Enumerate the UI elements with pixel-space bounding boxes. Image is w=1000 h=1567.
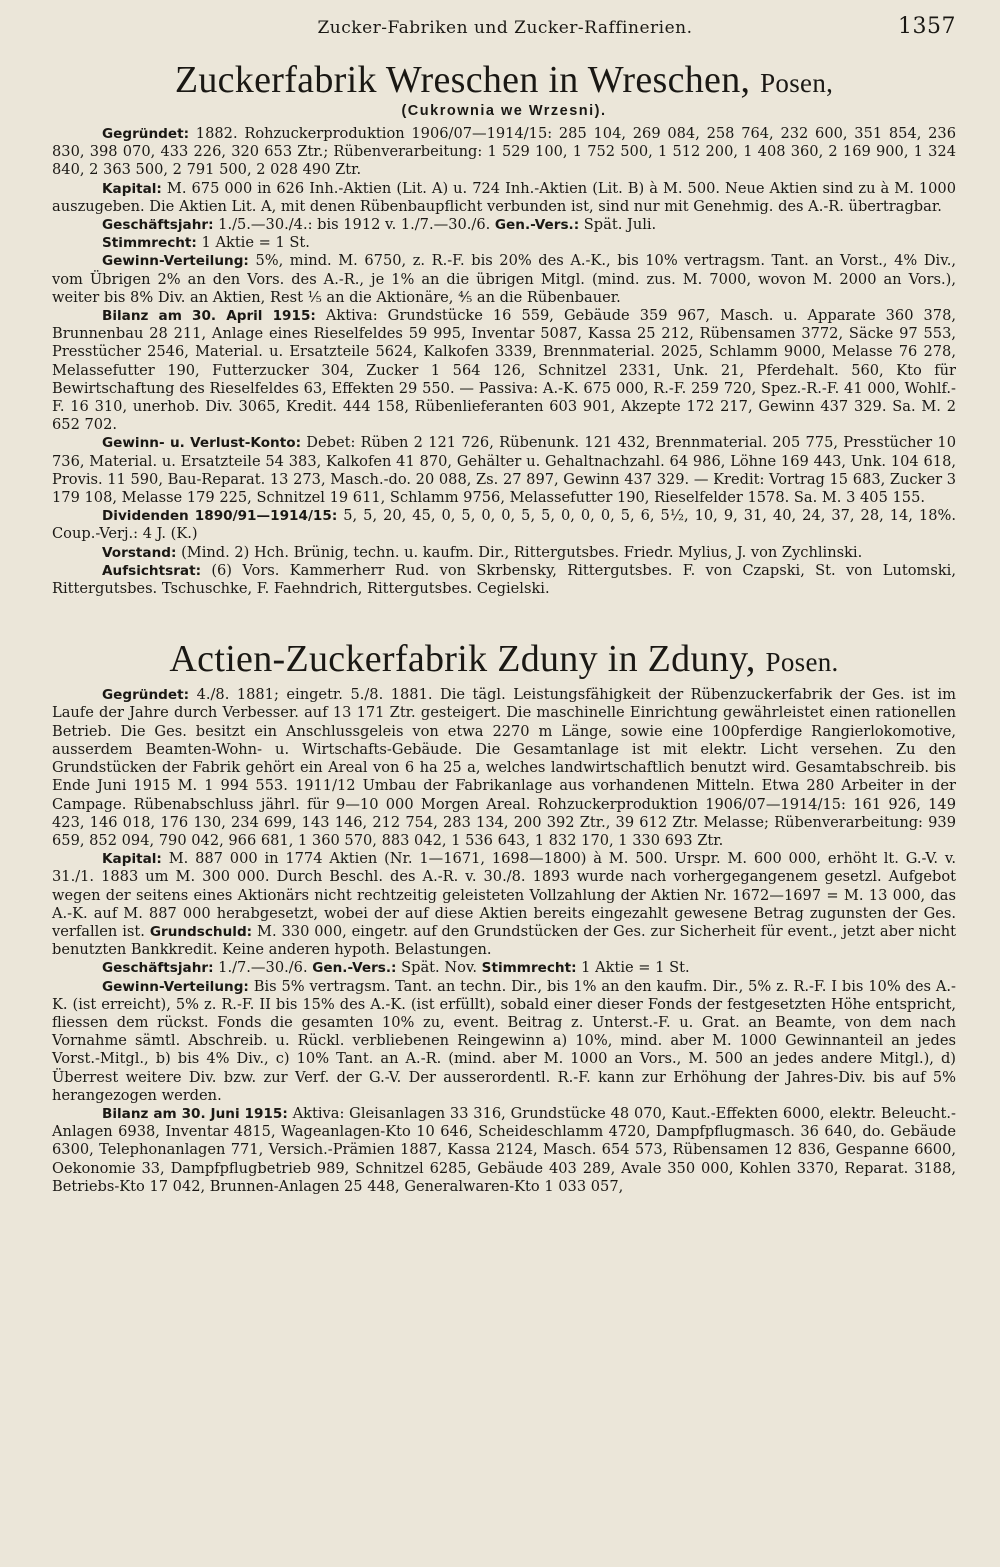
field-label: Gen.-Vers.: <box>312 960 397 977</box>
field-label: Gegründet: <box>102 687 190 704</box>
field-label: Geschäftsjahr: <box>102 217 214 234</box>
field-text: 1 Aktie = 1 St. <box>196 234 310 252</box>
field-text: M. 675 000 in 626 Inh.-Aktien (Lit. A) u. 724 Inh.-Aktien (Lit. B) à M. 500. Neue Aktien sind zu à M. 1000 auszugeben. Die Aktien Lit. A, mit denen Rübenbaupflicht verbunden ist, sind nur mit Genehmig. des A.-R. übertragbar. <box>52 179 956 215</box>
field-text: (Mind. 2) Hch. Brünig, techn. u. kaufm. Dir., Rittergutsbes. Friedr. Mylius, J. von Zychlinski. <box>176 543 863 561</box>
field-label: Aufsichtsrat: <box>102 562 201 579</box>
field-label: Gegründet: <box>102 126 190 142</box>
field-text: 1 Aktie = 1 St. <box>576 959 690 977</box>
entry-paragraph <box>52 686 956 850</box>
entry-paragraph <box>52 307 956 434</box>
entry-paragraph <box>52 234 956 252</box>
field-label: Vorstand: <box>102 544 177 561</box>
field-text: Aktiva: Grundstücke 16 559, Gebäude 359 967, Masch. u. Apparate 360 378, Brunnenbau 28 211, Anlage eines Rieselfeldes 59 995, Inventar 5087, Kassa 25 212, Rübensamen 3772, Säcke 97 553, Presstücher 2546, Material. u. Ersatzteile 5624, Kalkofen 3339, Brennmaterial. 2025, Schlamm 9000, Melasse 76 278, Melassefutter 190, Futterzucker 304, Zucker 1 564 126, Schnitzel 2331, Unk. 21, Pferdehalt. 560, Kto für Bewirtschaftung des Rieselfeldes 63, Effekten 29 550. — Passiva: A.-K. 675 000, R.-F. 259 720, Spez.-R.-F. 41 000, Wohlf.-F. 16 310, unerhob. Div. 3065, Kredit. 444 158, Rübenlieferanten 603 901, Akzepte 172 217, Gewinn 437 329. Sa. M. 2 652 702. <box>52 307 956 434</box>
company-title <box>52 61 956 99</box>
entry-paragraph <box>52 180 956 216</box>
entry-paragraph <box>52 216 956 234</box>
field-label: Kapital: <box>102 851 162 868</box>
entry-paragraph <box>52 125 956 180</box>
field-text: Debet: Rüben 2 121 726, Rübenunk. 121 432, Brennmaterial. 205 775, Presstücher 10 736, Material. u. Ersatzteile 54 383, Kalkofen 41 870, Gehälter u. Gehaltnachzahl. 64 986, Löhne 169 443, Unk. 104 618, Provis. 11 590, Bau-Reparat. 13 273, Masch.-do. 20 088, Zs. 27 897, Gewinn 437 329. — Kredit: Vortrag 15 683, Zucker 3 179 108, Melasse 179 225, Schnitzel 19 611, Schlamm 9756, Melassefutter 190, Rieselfelder 1578. Sa. M. 3 405 155. <box>52 434 956 507</box>
field-label: Gewinn-Verteilung: <box>102 253 249 270</box>
field-label: Stimmrecht: <box>481 960 577 977</box>
running-title: Zucker-Fabriken und Zucker-Raffinerien. <box>317 18 693 38</box>
entry-paragraph <box>52 959 956 977</box>
field-text: Bis 5% vertragsm. Tant. an techn. Dir., bis 1% an den kaufm. Dir., 5% z. R.-F. I bis 10% des A.-K. (ist erreicht), 5% z. R.-F. II bis 15% des A.-K. (ist erfüllt), sobald einer dieser Fonds der festgesetzten Höhe entspricht, fliessen dem rückst. Fonds die gesamten 10% zu, event. Beitrag z. Unterst.-F. u. Grat. an Beamte, von dem nach Vornahme sämtl. Abschreib. u. Rückl. verbliebenen Reingewinn a) 10%, mind. aber M. 1000 Gewinnanteil an jedes Vorst.-Mitgl., b) bis 4% Div., c) 10% Tant. an A.-R. (mind. aber M. 1000 an Vors., M. 500 an jedes andere Mitgl.), d) Überrest weitere Div. bzw. zur Verf. der G.-V. Der ausserordentl. R.-F. kann zur Erhöhung der Jahres-Div. bis auf 5% herangezogen werden. <box>52 977 956 1104</box>
field-text: M. 330 000, eingetr. auf den Grundstücken der Ges. zur Sicherheit für event., jetzt aber nicht benutzten Bankkredit. Keine anderen hypoth. Belastungen. <box>52 922 957 959</box>
field-text: 5%, mind. M. 6750, z. R.-F. bis 20% des A.-K., bis 10% vertragsm. Tant. an Vorst., 4% Div., vom Übrigen 2% an den Vors. des A.-R., je 1% an die übrigen Mitgl. (mind. zus. M. 7000, wovon M. 2000 an Vors.), weiter bis 8% Div. an Aktien, Rest ⅕ an die Aktionäre, ⅘ an die Rübenbauer. <box>52 252 956 306</box>
field-text: Spät. Nov. <box>396 959 478 977</box>
field-text: 1./5.—30./4.: bis 1912 v. 1./7.—30./6. <box>213 216 491 234</box>
entry-paragraph <box>52 507 956 543</box>
field-label: Stimmrecht: <box>102 235 197 252</box>
field-text: 1882. Rohzuckerproduktion 1906/07—1914/15: 285 104, 269 084, 258 764, 232 600, 351 854, 236 830, 398 070, 433 226, 320 653 Ztr.; Rübenverarbeitung: 1 529 100, 1 752 500, 1 512 200, 1 408 360, 2 169 900, 1 324 840, 2 363 500, 2 791 500, 2 028 490 Ztr. <box>52 125 956 179</box>
company-entry <box>52 640 956 1196</box>
field-label: Bilanz am 30. April 1915: <box>102 308 316 325</box>
field-label: Bilanz am 30. Juni 1915: <box>102 1105 288 1122</box>
field-text: Aktiva: Gleisanlagen 33 316, Grundstücke 48 070, Kaut.-Effekten 6000, elektr. Beleucht.-Anlagen 6938, Inventar 4815, Wageanlagen-Kto 10 646, Scheideschlamm 4720, Dampfpflugmasch. 36 640, do. Gebäude 6300, Telephonanlagen 771, Versich.-Prämien 1887, Kassa 2124, Masch. 654 573, Rübensamen 12 836, Gespanne 6600, Oekonomie 33, Dampfpflugbetrieb 989, Schnitzel 6285, Gebäude 403 289, Avale 350 000, Kohlen 3370, Reparat. 3188, Betriebs-Kto 17 042, Brunnen-Anlagen 25 448, Generalwaren-Kto 1 033 057, <box>52 1104 956 1195</box>
field-label: Kapital: <box>102 180 162 197</box>
page-number: 1357 <box>898 14 956 39</box>
field-text: Spät. Juli. <box>579 216 657 234</box>
company-region: Posen. <box>765 647 839 678</box>
field-text: 1./7.—30./6. <box>213 959 308 977</box>
running-header <box>52 14 956 39</box>
entry-paragraph <box>52 978 956 1105</box>
field-label: Gewinn- u. Verlust-Konto: <box>102 435 302 452</box>
company-region: Posen, <box>760 68 834 98</box>
entry-paragraph <box>52 544 956 562</box>
company-subtitle: (Cukrownia we Wrzesni). <box>401 103 607 119</box>
entry-separator <box>52 598 956 618</box>
entry-paragraph <box>52 562 956 598</box>
entry-paragraph <box>52 850 956 959</box>
field-label: Geschäftsjahr: <box>102 960 214 977</box>
company-entry <box>52 61 956 598</box>
company-name: Zuckerfabrik Wreschen in Wreschen, <box>174 59 761 101</box>
entry-paragraph <box>52 252 956 307</box>
field-label: Dividenden 1890/91—1914/15: <box>102 508 338 525</box>
entry-paragraph <box>52 1105 956 1196</box>
field-label: Gen.-Vers.: <box>494 217 580 234</box>
company-name: Actien-Zuckerfabrik Zduny in Zduny, <box>169 638 766 681</box>
field-text: M. 887 000 in 1774 Aktien (Nr. 1—1671, 1698—1800) à M. 500. Urspr. M. 600 000, erhöht lt. G.-V. v. 31./1. 1883 um M. 300 000. Durch Beschl. des A.-R. v. 30./8. 1893 wurde nach vorhergegangenem gesetzl. Aufgebot wegen der seitens eines Aktionärs nicht rechtzeitig geleisteten Vollzahlung der Aktien Nr. 1672—1697 = M. 13 000, das A.-K. auf M. 887 000 herabgesetzt, wobei der auf diese Aktien bereits eingezahlt gewesene Betrag zugunsten der Ges. verfallen ist. <box>52 850 956 940</box>
field-text: 5, 5, 20, 45, 0, 5, 0, 0, 5, 5, 0, 0, 0, 5, 6, 5½, 10, 9, 31, 40, 24, 37, 28, 14, 18%. Coup.-Verj.: 4 J. (K.) <box>52 507 957 543</box>
field-label: Gewinn-Verteilung: <box>102 978 249 995</box>
field-text: 4./8. 1881; eingetr. 5./8. 1881. Die tägl. Leistungsfähigkeit der Rübenzuckerfabrik der Ges. ist im Laufe der Jahre durch Verbesser. auf 13 171 Ztr. gesteigert. Die maschinelle Einrichtung gewährleistet einen rationellen Betrieb. Die Ges. besitzt ein Anschlussgeleis von etwa 2270 m Länge, sowie eine 100pferdige Rangierlokomotive, ausserdem Beamten-Wohn- u. Wirtschafts-Gebäude. Die Gesamtanlage ist mit elektr. Licht versehen. Zu den Grundstücken der Fabrik gehört ein Areal von 6 ha 25 a, welches landwirtschaftlich benutzt wird. Gesamtabschreib. bis Ende Juni 1915 M. 1 994 553. 1911/12 Umbau der Fabrikanlage aus vorhandenen Mitteln. Etwa 280 Arbeiter in der Campage. Rübenabschluss jährl. für 9—10 000 Morgen Areal. Rohzuckerproduktion 1906/07—1914/15: 161 926, 149 423, 146 018, 176 130, 234 699, 143 146, 212 754, 283 134, 200 392 Ztr., 39 612 Ztr. Melasse; Rübenverarbeitung: 939 659, 852 094, 790 042, 966 681, 1 360 570, 883 042, 1 536 643, 1 832 170, 1 330 693 Ztr. <box>52 686 956 849</box>
entry-paragraph <box>52 434 956 507</box>
field-text: (6) Vors. Kammerherr Rud. von Skrbensky, Rittergutsbes. F. von Czapski, St. von Lutomski, Rittergutsbes. Tschuschke, F. Faehndrich, Rittergutsbes. Cegielski. <box>52 561 956 598</box>
entries <box>52 61 956 1196</box>
field-label: Grundschuld: <box>149 923 253 940</box>
company-title <box>52 638 956 681</box>
